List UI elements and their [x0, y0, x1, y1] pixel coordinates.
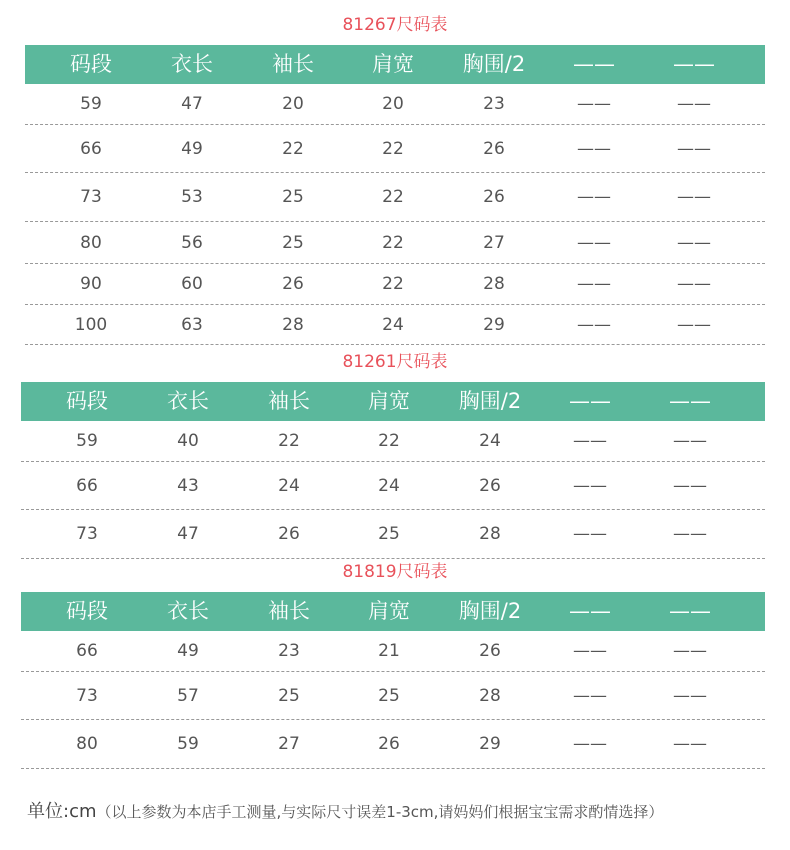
table-cell-chest: 27 — [483, 233, 505, 253]
table-title: 81267尺码表 — [342, 15, 448, 35]
table-cell-extra-b: —— — [673, 524, 707, 544]
table-cell-extra-a: —— — [577, 315, 611, 335]
table-cell-size: 73 — [80, 187, 102, 207]
measurement-note — [27, 797, 663, 823]
table-cell-size: 90 — [80, 274, 102, 294]
table-row — [21, 463, 765, 510]
header-cell-chest: 胸围/2 — [458, 389, 522, 413]
table-cell-chest: 26 — [483, 139, 505, 159]
table-cell-length: 60 — [181, 274, 203, 294]
table-cell-size: 66 — [80, 139, 102, 159]
table-cell-shoulder: 25 — [378, 524, 400, 544]
table-cell-extra-b: —— — [673, 734, 707, 754]
table-cell-extra-b: —— — [673, 431, 707, 451]
table-cell-length: 47 — [181, 94, 203, 114]
table-cell-extra-a: —— — [577, 94, 611, 114]
table-cell-extra-a: —— — [577, 187, 611, 207]
table-cell-extra-b: —— — [677, 315, 711, 335]
table-row — [21, 721, 765, 769]
table-cell-extra-a: —— — [573, 734, 607, 754]
table-cell-chest: 26 — [483, 187, 505, 207]
table-cell-chest: 23 — [483, 94, 505, 114]
table-cell-extra-b: —— — [677, 274, 711, 294]
table-cell-shoulder: 22 — [382, 274, 404, 294]
table-row — [21, 422, 765, 462]
table-cell-size: 100 — [74, 315, 108, 335]
table-cell-extra-a: —— — [573, 686, 607, 706]
table-cell-sleeve: 23 — [278, 641, 300, 661]
table-cell-extra-b: —— — [677, 94, 711, 114]
table-cell-extra-a: —— — [573, 431, 607, 451]
table-cell-extra-b: —— — [673, 476, 707, 496]
header-cell-shoulder: 肩宽 — [372, 52, 414, 76]
header-cell-extra-a: —— — [573, 52, 615, 76]
table-cell-extra-a: —— — [573, 524, 607, 544]
table-cell-sleeve: 22 — [282, 139, 304, 159]
header-cell-size: 码段 — [66, 389, 108, 413]
table-cell-shoulder: 20 — [382, 94, 404, 114]
table-cell-size: 73 — [76, 686, 98, 706]
unit-label: 单位:cm — [27, 801, 97, 822]
table-cell-chest: 29 — [483, 315, 505, 335]
table-cell-extra-b: —— — [673, 686, 707, 706]
table-cell-shoulder: 24 — [378, 476, 400, 496]
table-title: 81819尺码表 — [342, 562, 448, 582]
header-cell-length: 衣长 — [171, 52, 213, 76]
table-cell-shoulder: 24 — [382, 315, 404, 335]
table-cell-shoulder: 22 — [382, 187, 404, 207]
table-cell-sleeve: 27 — [278, 734, 300, 754]
table-cell-extra-b: —— — [677, 139, 711, 159]
table-cell-size: 66 — [76, 476, 98, 496]
header-cell-extra-a: —— — [569, 389, 611, 413]
header-cell-extra-b: —— — [673, 52, 715, 76]
table-cell-size: 66 — [76, 641, 98, 661]
table-cell-length: 43 — [177, 476, 199, 496]
table-cell-length: 56 — [181, 233, 203, 253]
table-cell-chest: 24 — [479, 431, 501, 451]
header-cell-size: 码段 — [70, 52, 112, 76]
measurement-disclaimer: （以上参数为本店手工测量,与实际尺寸误差1-3cm,请妈妈们根据宝宝需求酌情选择） — [96, 803, 664, 821]
header-cell-length: 衣长 — [167, 599, 209, 623]
table-cell-length: 47 — [177, 524, 199, 544]
table-cell-chest: 26 — [479, 476, 501, 496]
table-cell-sleeve: 22 — [278, 431, 300, 451]
table-cell-sleeve: 28 — [282, 315, 304, 335]
table-cell-extra-a: —— — [573, 476, 607, 496]
table-row — [21, 511, 765, 559]
header-cell-sleeve: 袖长 — [268, 599, 310, 623]
table-cell-extra-a: —— — [577, 139, 611, 159]
table-cell-chest: 28 — [483, 274, 505, 294]
table-row — [25, 174, 765, 222]
table-header — [21, 592, 765, 631]
table-cell-shoulder: 21 — [378, 641, 400, 661]
table-cell-extra-a: —— — [577, 274, 611, 294]
table-cell-length: 59 — [177, 734, 199, 754]
table-cell-shoulder: 22 — [382, 139, 404, 159]
table-cell-chest: 26 — [479, 641, 501, 661]
table-cell-size: 59 — [76, 431, 98, 451]
table-row — [25, 265, 765, 305]
table-cell-extra-a: —— — [577, 233, 611, 253]
table-cell-shoulder: 26 — [378, 734, 400, 754]
header-cell-sleeve: 袖长 — [268, 389, 310, 413]
table-row — [21, 632, 765, 672]
header-cell-sleeve: 袖长 — [272, 52, 314, 76]
table-cell-sleeve: 24 — [278, 476, 300, 496]
table-header — [21, 382, 765, 421]
table-row — [25, 223, 765, 264]
table-cell-extra-b: —— — [677, 187, 711, 207]
table-cell-sleeve: 26 — [282, 274, 304, 294]
table-cell-sleeve: 25 — [278, 686, 300, 706]
table-cell-length: 63 — [181, 315, 203, 335]
header-cell-chest: 胸围/2 — [458, 599, 522, 623]
table-row — [21, 673, 765, 720]
table-row — [25, 126, 765, 173]
table-cell-size: 80 — [76, 734, 98, 754]
table-cell-sleeve: 26 — [278, 524, 300, 544]
table-cell-chest: 29 — [479, 734, 501, 754]
table-cell-sleeve: 25 — [282, 187, 304, 207]
table-cell-size: 73 — [76, 524, 98, 544]
table-cell-length: 49 — [177, 641, 199, 661]
header-cell-extra-a: —— — [569, 599, 611, 623]
table-cell-sleeve: 25 — [282, 233, 304, 253]
table-title: 81261尺码表 — [342, 352, 448, 372]
table-cell-size: 80 — [80, 233, 102, 253]
table-cell-shoulder: 25 — [378, 686, 400, 706]
table-cell-length: 53 — [181, 187, 203, 207]
table-cell-extra-a: —— — [573, 641, 607, 661]
header-cell-size: 码段 — [66, 599, 108, 623]
table-cell-extra-b: —— — [673, 641, 707, 661]
table-cell-length: 40 — [177, 431, 199, 451]
table-cell-extra-b: —— — [677, 233, 711, 253]
header-cell-extra-b: —— — [669, 599, 711, 623]
header-cell-extra-b: —— — [669, 389, 711, 413]
table-cell-length: 57 — [177, 686, 199, 706]
table-cell-length: 49 — [181, 139, 203, 159]
table-cell-shoulder: 22 — [382, 233, 404, 253]
table-cell-size: 59 — [80, 94, 102, 114]
table-cell-chest: 28 — [479, 524, 501, 544]
table-row — [25, 85, 765, 125]
table-cell-shoulder: 22 — [378, 431, 400, 451]
header-cell-shoulder: 肩宽 — [368, 389, 410, 413]
table-cell-chest: 28 — [479, 686, 501, 706]
table-cell-sleeve: 20 — [282, 94, 304, 114]
header-cell-length: 衣长 — [167, 389, 209, 413]
table-header — [25, 45, 765, 84]
header-cell-chest: 胸围/2 — [462, 52, 526, 76]
header-cell-shoulder: 肩宽 — [368, 599, 410, 623]
table-row — [25, 306, 765, 345]
